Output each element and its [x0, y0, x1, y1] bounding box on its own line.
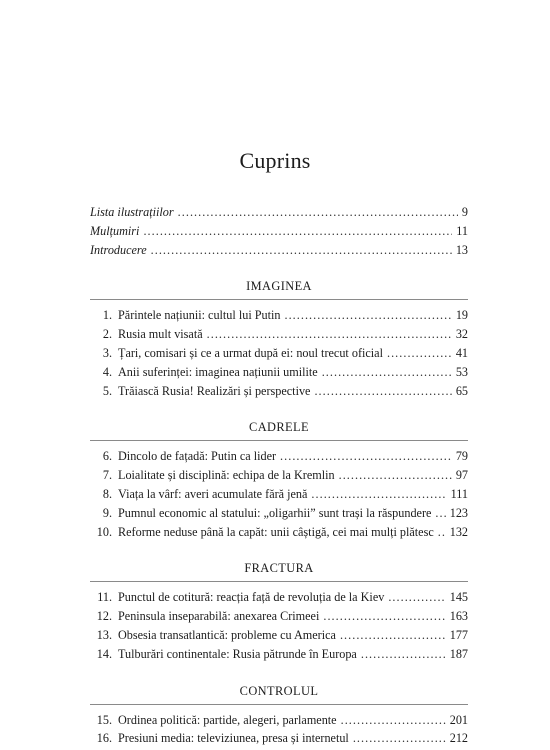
toc-entry	[90, 447, 468, 466]
dot-leader	[435, 504, 445, 523]
section-spacer	[90, 400, 468, 414]
toc-entry	[90, 241, 468, 260]
dot-leader	[143, 222, 452, 241]
entry-title: Mulțumiri	[90, 223, 140, 238]
entry-title: Punctul de cotitură: reacția față de revoluția de la Kiev	[118, 590, 385, 605]
page-number: 145	[449, 590, 468, 605]
page-number: 212	[449, 731, 468, 746]
entry-title: Trăiască Rusia! Realizări și perspective	[118, 383, 311, 398]
section-rule	[90, 299, 468, 300]
toc-entry	[90, 382, 468, 401]
dot-leader	[322, 363, 452, 382]
page-number: 32	[455, 327, 468, 342]
chapter-number: 9.	[102, 505, 112, 520]
dot-leader	[361, 645, 446, 664]
section-rule	[90, 440, 468, 441]
toc-entry	[90, 588, 468, 607]
dot-leader	[207, 325, 452, 344]
dot-leader	[353, 729, 446, 748]
dot-leader	[339, 466, 452, 485]
toc-entry	[90, 626, 468, 645]
table-of-contents	[90, 203, 468, 748]
page-number: 163	[449, 609, 468, 624]
toc-entry	[90, 306, 468, 325]
toc-entry	[90, 203, 468, 222]
toc-entry	[90, 222, 468, 241]
section-heading: CONTROLUL	[239, 683, 319, 698]
page-number: 201	[449, 712, 468, 727]
section-heading: FRACTURA	[244, 561, 314, 576]
chapter-number: 6.	[102, 449, 112, 464]
page-number: 41	[455, 345, 468, 360]
page-number: 97	[455, 468, 468, 483]
toc-entry	[90, 607, 468, 626]
page-number: 19	[455, 308, 468, 323]
entry-title: Lista ilustrațiilor	[90, 205, 174, 219]
chapter-number: 7.	[102, 468, 112, 483]
toc-entry	[90, 325, 468, 344]
toc-entry	[90, 466, 468, 485]
chapter-number: 8.	[102, 486, 112, 501]
dot-leader	[340, 626, 446, 645]
entry-title: Părintele națiunii: cultul lui Putin	[118, 308, 281, 323]
entry-title: Rusia mult visată	[118, 327, 203, 342]
page-number: 53	[455, 364, 468, 379]
page-number: 9	[461, 205, 468, 219]
entry-title: Pumnul economic al statului: „oligarhii” sunt trași la răspundere	[118, 505, 432, 520]
entry-title: Obsesia transatlantică: probleme cu America	[118, 627, 336, 642]
chapter-number: 15.	[96, 712, 112, 727]
entry-title: Introducere	[90, 242, 147, 257]
chapter-number: 14.	[96, 646, 112, 661]
dot-leader	[178, 203, 458, 222]
page-number: 79	[455, 449, 468, 464]
page-number: 123	[449, 505, 468, 520]
chapter-number: 11.	[97, 590, 112, 605]
dot-leader	[314, 382, 451, 401]
page-number: 11	[456, 223, 468, 238]
chapter-number: 13.	[96, 627, 112, 642]
section-rule	[90, 704, 468, 705]
chapter-number: 3.	[102, 345, 112, 360]
section-heading: IMAGINEA	[246, 279, 312, 294]
toc-entry	[90, 344, 468, 363]
dot-leader	[323, 607, 445, 626]
section-spacer	[90, 259, 468, 273]
toc-entry	[90, 523, 468, 542]
section-rule	[90, 581, 468, 582]
chapter-number: 4.	[102, 364, 112, 379]
page-number: 65	[455, 383, 468, 398]
toc-entry	[90, 363, 468, 382]
sections-list	[90, 259, 468, 748]
chapter-number: 10.	[96, 524, 112, 539]
entry-title: Ordinea politică: partide, alegeri, parlamente	[118, 712, 337, 727]
entry-title: Loialitate și disciplină: echipa de la Kremlin	[118, 468, 335, 483]
toc-entry	[90, 729, 468, 748]
page-number: 111	[450, 486, 468, 501]
dot-leader	[388, 588, 445, 607]
section-spacer	[90, 541, 468, 555]
dot-leader	[438, 523, 446, 542]
chapter-number: 2.	[102, 327, 112, 342]
entry-title: Reforme neduse până la capăt: unii câștigă, cei mai mulți plătesc	[118, 524, 434, 539]
page-number: 132	[449, 524, 468, 539]
entry-title: Țari, comisari și ce a urmat după ei: noul trecut oficial	[118, 345, 383, 360]
toc-entry	[90, 711, 468, 730]
front-matter-list	[90, 203, 468, 259]
page-title: Cuprins	[239, 148, 311, 173]
chapter-number: 5.	[102, 383, 112, 398]
toc-entry	[90, 504, 468, 523]
entry-title: Viața la vârf: averi acumulate fără jenă	[118, 486, 308, 501]
section-heading: CADRELE	[249, 420, 309, 435]
dot-leader	[341, 711, 446, 730]
entry-title: Presiuni media: televiziunea, presa și internetul	[118, 731, 349, 746]
toc-entry	[90, 645, 468, 664]
dot-leader	[387, 344, 452, 363]
entry-title: Anii suferinței: imaginea națiunii umilite	[118, 364, 318, 379]
section-spacer	[90, 664, 468, 678]
dot-leader	[311, 485, 446, 504]
chapter-number: 12.	[96, 609, 112, 624]
page-number: 177	[449, 627, 468, 642]
dot-leader	[151, 241, 452, 260]
dot-leader	[280, 447, 452, 466]
page-number: 13	[455, 242, 468, 257]
page-number: 187	[449, 646, 468, 661]
chapter-number: 16.	[96, 731, 112, 746]
entry-title: Tulburări continentale: Rusia pătrunde în Europa	[118, 646, 357, 661]
entry-title: Peninsula inseparabilă: anexarea Crimeei	[118, 609, 320, 624]
toc-entry	[90, 485, 468, 504]
dot-leader	[284, 306, 451, 325]
entry-title: Dincolo de fațadă: Putin ca lider	[118, 449, 277, 464]
chapter-number: 1.	[102, 308, 112, 323]
